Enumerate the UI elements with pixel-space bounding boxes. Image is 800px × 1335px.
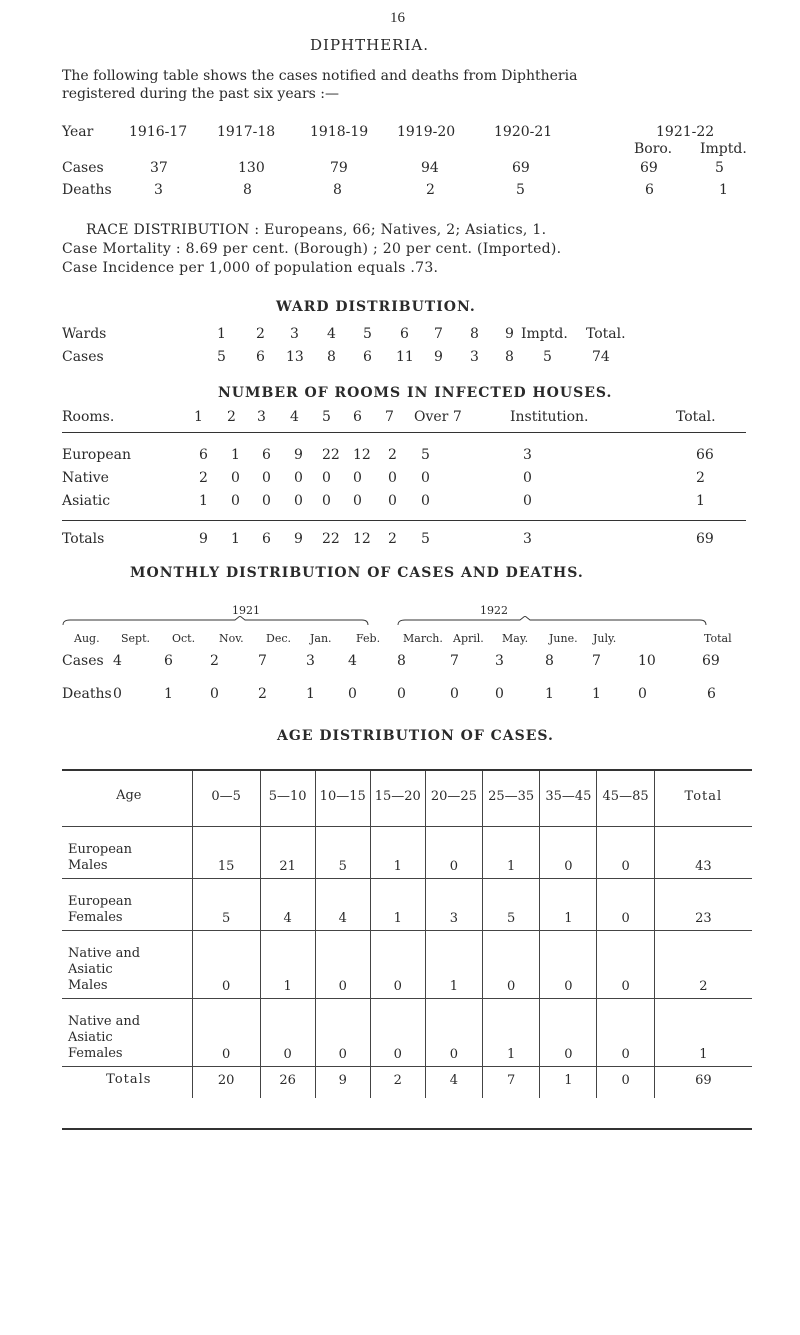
rooms-row-label: Asiatic — [62, 493, 111, 509]
rooms-header: Institution. — [510, 409, 589, 425]
yearly-deaths-value: 3 — [154, 182, 163, 198]
age-total-cell: 4 — [425, 1066, 482, 1098]
ward-label: Wards — [62, 326, 107, 342]
rooms-row-label: Native — [62, 470, 109, 486]
rooms-cell: 0 — [353, 493, 362, 509]
monthly-deaths-cell: 0 — [450, 686, 459, 702]
age-cell: 4 — [260, 878, 315, 930]
age-cell: 1 — [425, 930, 482, 998]
ward-cases-value: 9 — [434, 349, 443, 365]
monthly-month-header: Feb. — [356, 632, 381, 645]
page-title: DIPHTHERIA. — [310, 36, 429, 54]
yearly-sub-boro: Boro. — [634, 141, 673, 157]
age-header: 35—45 — [540, 771, 597, 826]
age-cell: 0 — [425, 826, 482, 878]
age-cell: 23 — [654, 878, 752, 930]
rooms-header: 3 — [257, 409, 266, 425]
ward-header: 8 — [470, 326, 479, 342]
monthly-month-header: June. — [549, 632, 578, 645]
age-cell: 0 — [597, 826, 654, 878]
age-row-label-line: European — [68, 841, 133, 857]
age-cell: 15 — [192, 826, 260, 878]
age-header: 45—85 — [597, 771, 654, 826]
rooms-header: 1 — [194, 409, 203, 425]
rooms-cell: 3 — [523, 447, 532, 463]
age-cell: 5 — [192, 878, 260, 930]
ward-header: Total. — [586, 326, 626, 342]
age-cell: 0 — [540, 930, 597, 998]
monthly-cases-cell: 8 — [545, 653, 554, 669]
monthly-deaths-cell: 0 — [210, 686, 219, 702]
age-cell: 0 — [597, 930, 654, 998]
yearly-year-header: 1919-20 — [397, 124, 456, 140]
brace-1921 — [63, 616, 368, 625]
rooms-header: Over 7 — [414, 409, 462, 425]
age-cell: 1 — [483, 998, 540, 1066]
age-total-cell: 1 — [540, 1066, 597, 1098]
age-row-label-line: Females — [68, 909, 123, 925]
age-cell: 4 — [315, 878, 370, 930]
yearly-sub-imptd: Imptd. — [700, 141, 747, 157]
rooms-cell: 0 — [353, 470, 362, 486]
age-cell: 5 — [483, 878, 540, 930]
monthly-deaths-cell: 0 — [638, 686, 647, 702]
age-row-label-line: Females — [68, 1045, 123, 1061]
yearly-year-label: Year — [62, 124, 94, 140]
rooms-cell: 0 — [388, 493, 397, 509]
rooms-cell: 12 — [353, 447, 371, 463]
yearly-cases-value: 69 — [512, 160, 530, 176]
rooms-cell: 2 — [388, 447, 397, 463]
rooms-header: Total. — [676, 409, 716, 425]
monthly-deaths-cell: 0 — [113, 686, 122, 702]
age-cell: 0 — [370, 998, 425, 1066]
yearly-deaths-value: 2 — [426, 182, 435, 198]
age-totals-label: Totals — [62, 1066, 192, 1098]
ward-header: 4 — [327, 326, 336, 342]
monthly-deaths-cell: 0 — [348, 686, 357, 702]
monthly-month-header: Aug. — [74, 632, 100, 645]
age-cell: 21 — [260, 826, 315, 878]
ward-cases-value: 5 — [543, 349, 552, 365]
rooms-total-cell: 69 — [696, 531, 714, 547]
ward-cases-value: 5 — [217, 349, 226, 365]
ward-cases-value: 74 — [592, 349, 610, 365]
age-cell: 0 — [483, 930, 540, 998]
rooms-cell: 1 — [199, 493, 208, 509]
yearly-year-header: 1916-17 — [129, 124, 188, 140]
yearly-cases-value: 94 — [421, 160, 439, 176]
ward-header: 9 — [505, 326, 514, 342]
rooms-total-cell: 5 — [421, 531, 430, 547]
age-row-label-line: Asiatic — [68, 961, 113, 977]
rooms-cell: 0 — [421, 470, 430, 486]
age-cell: 43 — [654, 826, 752, 878]
monthly-month-header: Dec. — [266, 632, 291, 645]
age-cell: 1 — [370, 826, 425, 878]
rooms-cell: 0 — [421, 493, 430, 509]
monthly-month-header: Nov. — [219, 632, 244, 645]
ward-header: 5 — [363, 326, 372, 342]
rooms-cell: 0 — [231, 470, 240, 486]
yearly-deaths-value: 6 — [645, 182, 654, 198]
rooms-total-cell: 3 — [523, 531, 532, 547]
age-cell: 1 — [260, 930, 315, 998]
age-header: Age — [62, 771, 192, 826]
rooms-cell: 0 — [262, 470, 271, 486]
rooms-cell: 0 — [294, 470, 303, 486]
monthly-month-header: March. — [403, 632, 443, 645]
ward-cases-value: 6 — [256, 349, 265, 365]
age-row-label-line: Asiatic — [68, 1029, 113, 1045]
yearly-year-header: 1921-22 — [656, 124, 715, 140]
rooms-total-cell: 1 — [231, 531, 240, 547]
age-data-row — [62, 998, 752, 1066]
age-header: Total — [654, 771, 752, 826]
rooms-cell: 0 — [231, 493, 240, 509]
rooms-row-label: European — [62, 447, 131, 463]
rooms-header: 5 — [322, 409, 331, 425]
age-cell: 1 — [540, 878, 597, 930]
age-header: 0—5 — [192, 771, 260, 826]
rooms-cell: 2 — [199, 470, 208, 486]
monthly-month-header: Oct. — [172, 632, 196, 645]
monthly-cases-cell: 3 — [306, 653, 315, 669]
yearly-cases-value: 130 — [238, 160, 265, 176]
rooms-header: 6 — [353, 409, 362, 425]
age-data-row — [62, 930, 752, 998]
yearly-deaths-value: 8 — [243, 182, 252, 198]
rooms-header: 4 — [290, 409, 299, 425]
race-distribution: RACE DISTRIBUTION : Europeans, 66; Natives, 2; Asiatics, 1. — [86, 222, 547, 238]
age-header: 5—10 — [260, 771, 315, 826]
age-cell: 1 — [654, 998, 752, 1066]
age-row-label — [62, 998, 192, 1066]
intro-line-2: registered during the past six years :— — [62, 86, 340, 102]
monthly-deaths-cell: 1 — [592, 686, 601, 702]
ward-header: 6 — [400, 326, 409, 342]
monthly-cases-cell: 8 — [397, 653, 406, 669]
rooms-cell: 2 — [696, 470, 705, 486]
yearly-deaths-value: 8 — [333, 182, 342, 198]
age-total-cell: 20 — [192, 1066, 260, 1098]
monthly-deaths-label: Deaths — [62, 686, 112, 702]
yearly-cases-label: Cases — [62, 160, 104, 176]
age-row-label-line: Males — [68, 857, 108, 873]
monthly-month-header: July. — [593, 632, 617, 645]
rooms-cell: 0 — [322, 493, 331, 509]
monthly-year-1921: 1921 — [232, 604, 260, 617]
ward-header: 7 — [434, 326, 443, 342]
age-cell: 1 — [483, 826, 540, 878]
age-title: AGE DISTRIBUTION OF CASES. — [277, 728, 554, 744]
rooms-header: Rooms. — [62, 409, 115, 425]
ward-title: WARD DISTRIBUTION. — [276, 299, 476, 315]
rooms-totals-rule — [62, 520, 746, 521]
monthly-month-header: Total — [704, 632, 732, 645]
rooms-cell: 6 — [262, 447, 271, 463]
age-row-label-line: European — [68, 893, 133, 909]
rooms-cell: 0 — [523, 470, 532, 486]
case-incidence: Case Incidence per 1,000 of population equals .73. — [62, 260, 439, 276]
monthly-cases-label: Cases — [62, 653, 104, 669]
age-total-cell: 26 — [260, 1066, 315, 1098]
age-cell: 0 — [315, 998, 370, 1066]
age-cell: 0 — [597, 878, 654, 930]
age-table — [62, 771, 752, 1098]
age-cell: 0 — [260, 998, 315, 1066]
rooms-cell: 0 — [322, 470, 331, 486]
monthly-year-1922: 1922 — [480, 604, 508, 617]
ward-cases-value: 3 — [470, 349, 479, 365]
rooms-cell: 0 — [294, 493, 303, 509]
age-row-label-line: Native and — [68, 945, 141, 961]
age-data-row — [62, 878, 752, 930]
age-cell: 0 — [192, 930, 260, 998]
rooms-total-cell: 9 — [199, 531, 208, 547]
monthly-cases-cell: 4 — [113, 653, 122, 669]
monthly-deaths-cell: 1 — [545, 686, 554, 702]
age-row-label-line: Native and — [68, 1013, 141, 1029]
monthly-cases-cell: 3 — [495, 653, 504, 669]
age-header: 20—25 — [425, 771, 482, 826]
monthly-cases-cell: 10 — [638, 653, 656, 669]
rooms-cell: 66 — [696, 447, 714, 463]
age-row-label — [62, 826, 192, 878]
age-header: 25—35 — [483, 771, 540, 826]
monthly-deaths-cell: 2 — [258, 686, 267, 702]
age-total-cell: 0 — [597, 1066, 654, 1098]
ward-cases-value: 13 — [286, 349, 304, 365]
rooms-total-cell: 6 — [262, 531, 271, 547]
rooms-cell: 1 — [696, 493, 705, 509]
rooms-title: NUMBER OF ROOMS IN INFECTED HOUSES. — [218, 385, 613, 401]
monthly-deaths-cell: 0 — [397, 686, 406, 702]
rooms-total-cell: 2 — [388, 531, 397, 547]
monthly-cases-cell: 2 — [210, 653, 219, 669]
rooms-cell: 9 — [294, 447, 303, 463]
yearly-cases-value: 69 — [640, 160, 658, 176]
age-cell: 0 — [425, 998, 482, 1066]
rooms-cell: 6 — [199, 447, 208, 463]
yearly-year-header: 1917-18 — [217, 124, 276, 140]
age-totals-row — [62, 1066, 752, 1098]
yearly-year-header: 1918-19 — [310, 124, 369, 140]
age-cell: 5 — [315, 826, 370, 878]
yearly-deaths-label: Deaths — [62, 182, 112, 198]
intro-line-1: The following table shows the cases notified and deaths from Diphtheria — [62, 68, 578, 84]
ward-cases-value: 11 — [396, 349, 414, 365]
age-total-cell: 69 — [695, 1072, 712, 1088]
monthly-deaths-cell: 1 — [306, 686, 315, 702]
age-row-label-line: Males — [68, 977, 108, 993]
age-row-label — [62, 878, 192, 930]
rooms-cell: 1 — [231, 447, 240, 463]
yearly-deaths-value: 1 — [719, 182, 728, 198]
rooms-total-cell: 9 — [294, 531, 303, 547]
rooms-cell: 0 — [388, 470, 397, 486]
ward-header: 2 — [256, 326, 265, 342]
monthly-month-header: Jan. — [310, 632, 332, 645]
age-cell: 0 — [315, 930, 370, 998]
rooms-cell: 0 — [523, 493, 532, 509]
rooms-cell: 0 — [262, 493, 271, 509]
age-cell: 2 — [654, 930, 752, 998]
rooms-totals-label: Totals — [62, 531, 105, 547]
age-header: 15—20 — [370, 771, 425, 826]
age-cell: 1 — [370, 878, 425, 930]
age-cell: 0 — [540, 998, 597, 1066]
rooms-total-cell: 12 — [353, 531, 371, 547]
ward-header: 3 — [290, 326, 299, 342]
monthly-month-header: April. — [453, 632, 484, 645]
age-data-row — [62, 826, 752, 878]
rooms-cell: 22 — [322, 447, 340, 463]
monthly-title: MONTHLY DISTRIBUTION OF CASES AND DEATHS. — [130, 565, 584, 581]
age-total-cell: 2 — [370, 1066, 425, 1098]
yearly-cases-value: 37 — [150, 160, 168, 176]
yearly-cases-value: 79 — [330, 160, 348, 176]
rooms-cell: 5 — [421, 447, 430, 463]
ward-cases-label: Cases — [62, 349, 104, 365]
age-header-row — [62, 771, 752, 826]
age-cell: 0 — [540, 826, 597, 878]
monthly-deaths-cell: 1 — [164, 686, 173, 702]
age-total-cell: 9 — [315, 1066, 370, 1098]
page-number: 16 — [390, 10, 405, 26]
monthly-cases-cell: 4 — [348, 653, 357, 669]
age-total-cell: 7 — [483, 1066, 540, 1098]
rooms-header: 7 — [385, 409, 394, 425]
ward-cases-value: 6 — [363, 349, 372, 365]
age-cell: 0 — [597, 998, 654, 1066]
rooms-header-rule — [62, 432, 746, 433]
yearly-year-header: 1920-21 — [494, 124, 553, 140]
age-cell: 3 — [425, 878, 482, 930]
monthly-cases-cell: 7 — [258, 653, 267, 669]
monthly-deaths-cell: 0 — [495, 686, 504, 702]
monthly-year-braces — [0, 616, 800, 636]
age-bottom-rule — [62, 1128, 752, 1130]
monthly-month-header: May. — [502, 632, 529, 645]
monthly-cases-cell: 7 — [450, 653, 459, 669]
yearly-cases-value: 5 — [715, 160, 724, 176]
ward-cases-value: 8 — [327, 349, 336, 365]
brace-1922 — [398, 616, 706, 625]
monthly-cases-cell: 7 — [592, 653, 601, 669]
rooms-total-cell: 22 — [322, 531, 340, 547]
rooms-header: 2 — [227, 409, 236, 425]
age-header: 10—15 — [315, 771, 370, 826]
age-cell: 0 — [192, 998, 260, 1066]
yearly-deaths-value: 5 — [516, 182, 525, 198]
monthly-cases-cell: 69 — [702, 653, 720, 669]
ward-header: 1 — [217, 326, 226, 342]
case-mortality: Case Mortality : 8.69 per cent. (Borough) ; 20 per cent. (Imported). — [62, 241, 562, 257]
monthly-cases-cell: 6 — [164, 653, 173, 669]
ward-cases-value: 8 — [505, 349, 514, 365]
monthly-deaths-cell: 6 — [707, 686, 716, 702]
age-row-label — [62, 930, 192, 998]
monthly-month-header: Sept. — [121, 632, 151, 645]
ward-header: Imptd. — [521, 326, 568, 342]
age-cell: 0 — [370, 930, 425, 998]
